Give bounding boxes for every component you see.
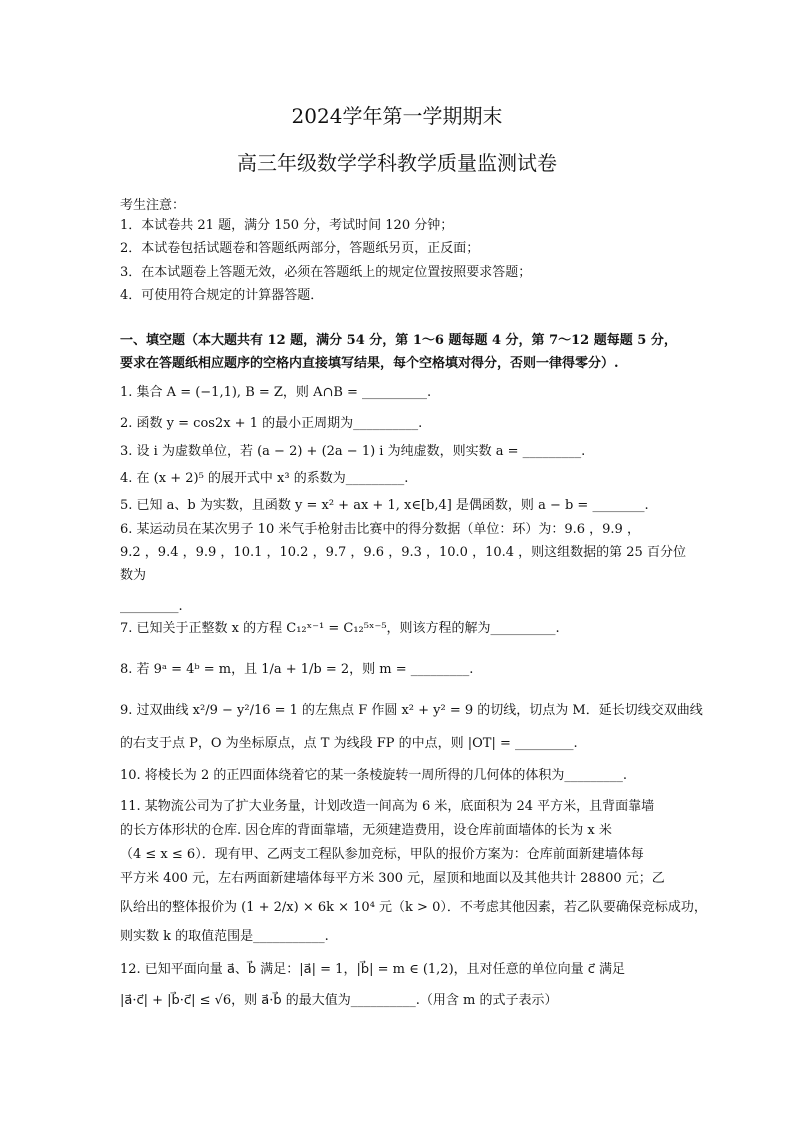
question-6-line-1: 6. 某运动员在某次男子 10 米气手枪射击比赛中的得分数据（单位：环）为：9.6 ，9.9 ， bbox=[120, 522, 640, 537]
question-7: 7. 已知关于正整数 x 的方程 C₁₂ˣ⁻¹ = C₁₂⁵ˣ⁻⁵，则该方程的解为__________. bbox=[120, 621, 560, 636]
question-1: 1. 集合 A = (−1,1), B = Z，则 A∩B = __________. bbox=[120, 385, 432, 400]
question-11-line-1: 11. 某物流公司为了扩大业务量，计划改造一间高为 6 米，底面积为 24 平方米，且背面靠墙 bbox=[120, 799, 655, 814]
question-11-line-2: 的长方体形状的仓库. 因仓库的背面靠墙，无须建造费用，设仓库前面墙体的长为 x 米 bbox=[120, 823, 612, 838]
question-3: 3. 设 i 为虚数单位，若 (a − 2) + (2a − 1) i 为纯虚数，则实数 a = _________. bbox=[120, 444, 586, 459]
exam-subject-title: 高三年级数学学科教学质量监测试卷 bbox=[237, 151, 557, 175]
notice-item-4: 4．可使用符合规定的计算器答题． bbox=[120, 288, 324, 303]
question-11-line-5: 队给出的整体报价为 (1 + 2/x) × 6k × 10⁴ 元（k > 0）．不考虑其他因素，若乙队要确保竞标成功， bbox=[120, 900, 707, 915]
question-12-line-1: 12. 已知平面向量 a⃗、b⃗ 满足：|a⃗| = 1，|b⃗| = m ∈ (1,2)，且对任意的单位向量 c⃗ 满足 bbox=[120, 962, 626, 977]
question-6-line-3: 数为 bbox=[120, 568, 147, 583]
section-1-detail-2: 要求在答题纸相应题序的空格内直接填写结果，每个空格填对得分，否则一律得零分）. bbox=[120, 356, 619, 371]
notice-item-2: 2．本试卷包括试题卷和答题纸两部分，答题纸另页，正反面； bbox=[120, 241, 480, 256]
notice-item-1: 1．本试卷共 21 题，满分 150 分，考试时间 120 分钟； bbox=[120, 218, 454, 233]
section-1-header bbox=[120, 332, 680, 349]
question-6-line-2: 9.2 ，9.4 ，9.9 ，10.1 ，10.2 ，9.7 ，9.6 ，9.3 ，10.0 ，10.4 ，则这组数据的第 25 百分位 bbox=[120, 545, 686, 560]
question-5: 5. 已知 a、b 为实数，且函数 y = x² + ax + 1, x∈[b,4] 是偶函数，则 a − b = ________. bbox=[120, 498, 649, 513]
question-12-line-2: |a⃗·c⃗| + |b⃗·c⃗| ≤ √6，则 a⃗·b⃗ 的最大值为__________.（用含 m 的式子表示） bbox=[120, 993, 558, 1008]
notice-item-3: 3．在本试题卷上答题无效，必须在答题纸上的规定位置按照要求答题； bbox=[120, 265, 532, 280]
section-1-detail-1: （本大题共有 12 题，满分 54 分，第 1～6 题每题 4 分，第 7～12 题每题 5 分， bbox=[185, 333, 677, 348]
question-9-line-1: 9. 过双曲线 x²/9 − y²/16 = 1 的左焦点 F 作圆 x² + y² = 9 的切线，切点为 M．延长切线交双曲线 bbox=[120, 703, 703, 718]
notice-heading: 考生注意： bbox=[120, 198, 186, 213]
question-10: 10. 将棱长为 2 的正四面体绕着它的某一条棱旋转一周所得的几何体的体积为_________. bbox=[120, 768, 627, 783]
question-11-line-6: 则实数 k 的取值范围是___________. bbox=[120, 929, 329, 944]
exam-year-title: 2024学年第一学期期末 bbox=[291, 104, 503, 128]
question-9-line-2: 的右支于点 P，O 为坐标原点，点 T 为线段 FP 的中点，则 |OT| = _________. bbox=[120, 736, 578, 751]
question-4: 4. 在 (x + 2)⁵ 的展开式中 x³ 的系数为_________. bbox=[120, 471, 409, 486]
question-8: 8. 若 9ᵃ = 4ᵇ = m，且 1/a + 1/b = 2，则 m = _________. bbox=[120, 662, 474, 677]
question-2: 2. 函数 y = cos2x + 1 的最小正周期为__________. bbox=[120, 416, 423, 431]
question-11-line-4: 平方米 400 元，左右两面新建墙体每平方米 300 元，屋顶和地面以及其他共计 28800 元；乙 bbox=[120, 871, 665, 886]
section-1-title: 一、填空题 bbox=[120, 333, 186, 348]
question-11-line-3: （4 ≤ x ≤ 6）．现有甲、乙两支工程队参加竞标，甲队的报价方案为：仓库前面新建墙体每 bbox=[120, 847, 644, 862]
question-6-answer-blank: _________. bbox=[120, 599, 183, 614]
